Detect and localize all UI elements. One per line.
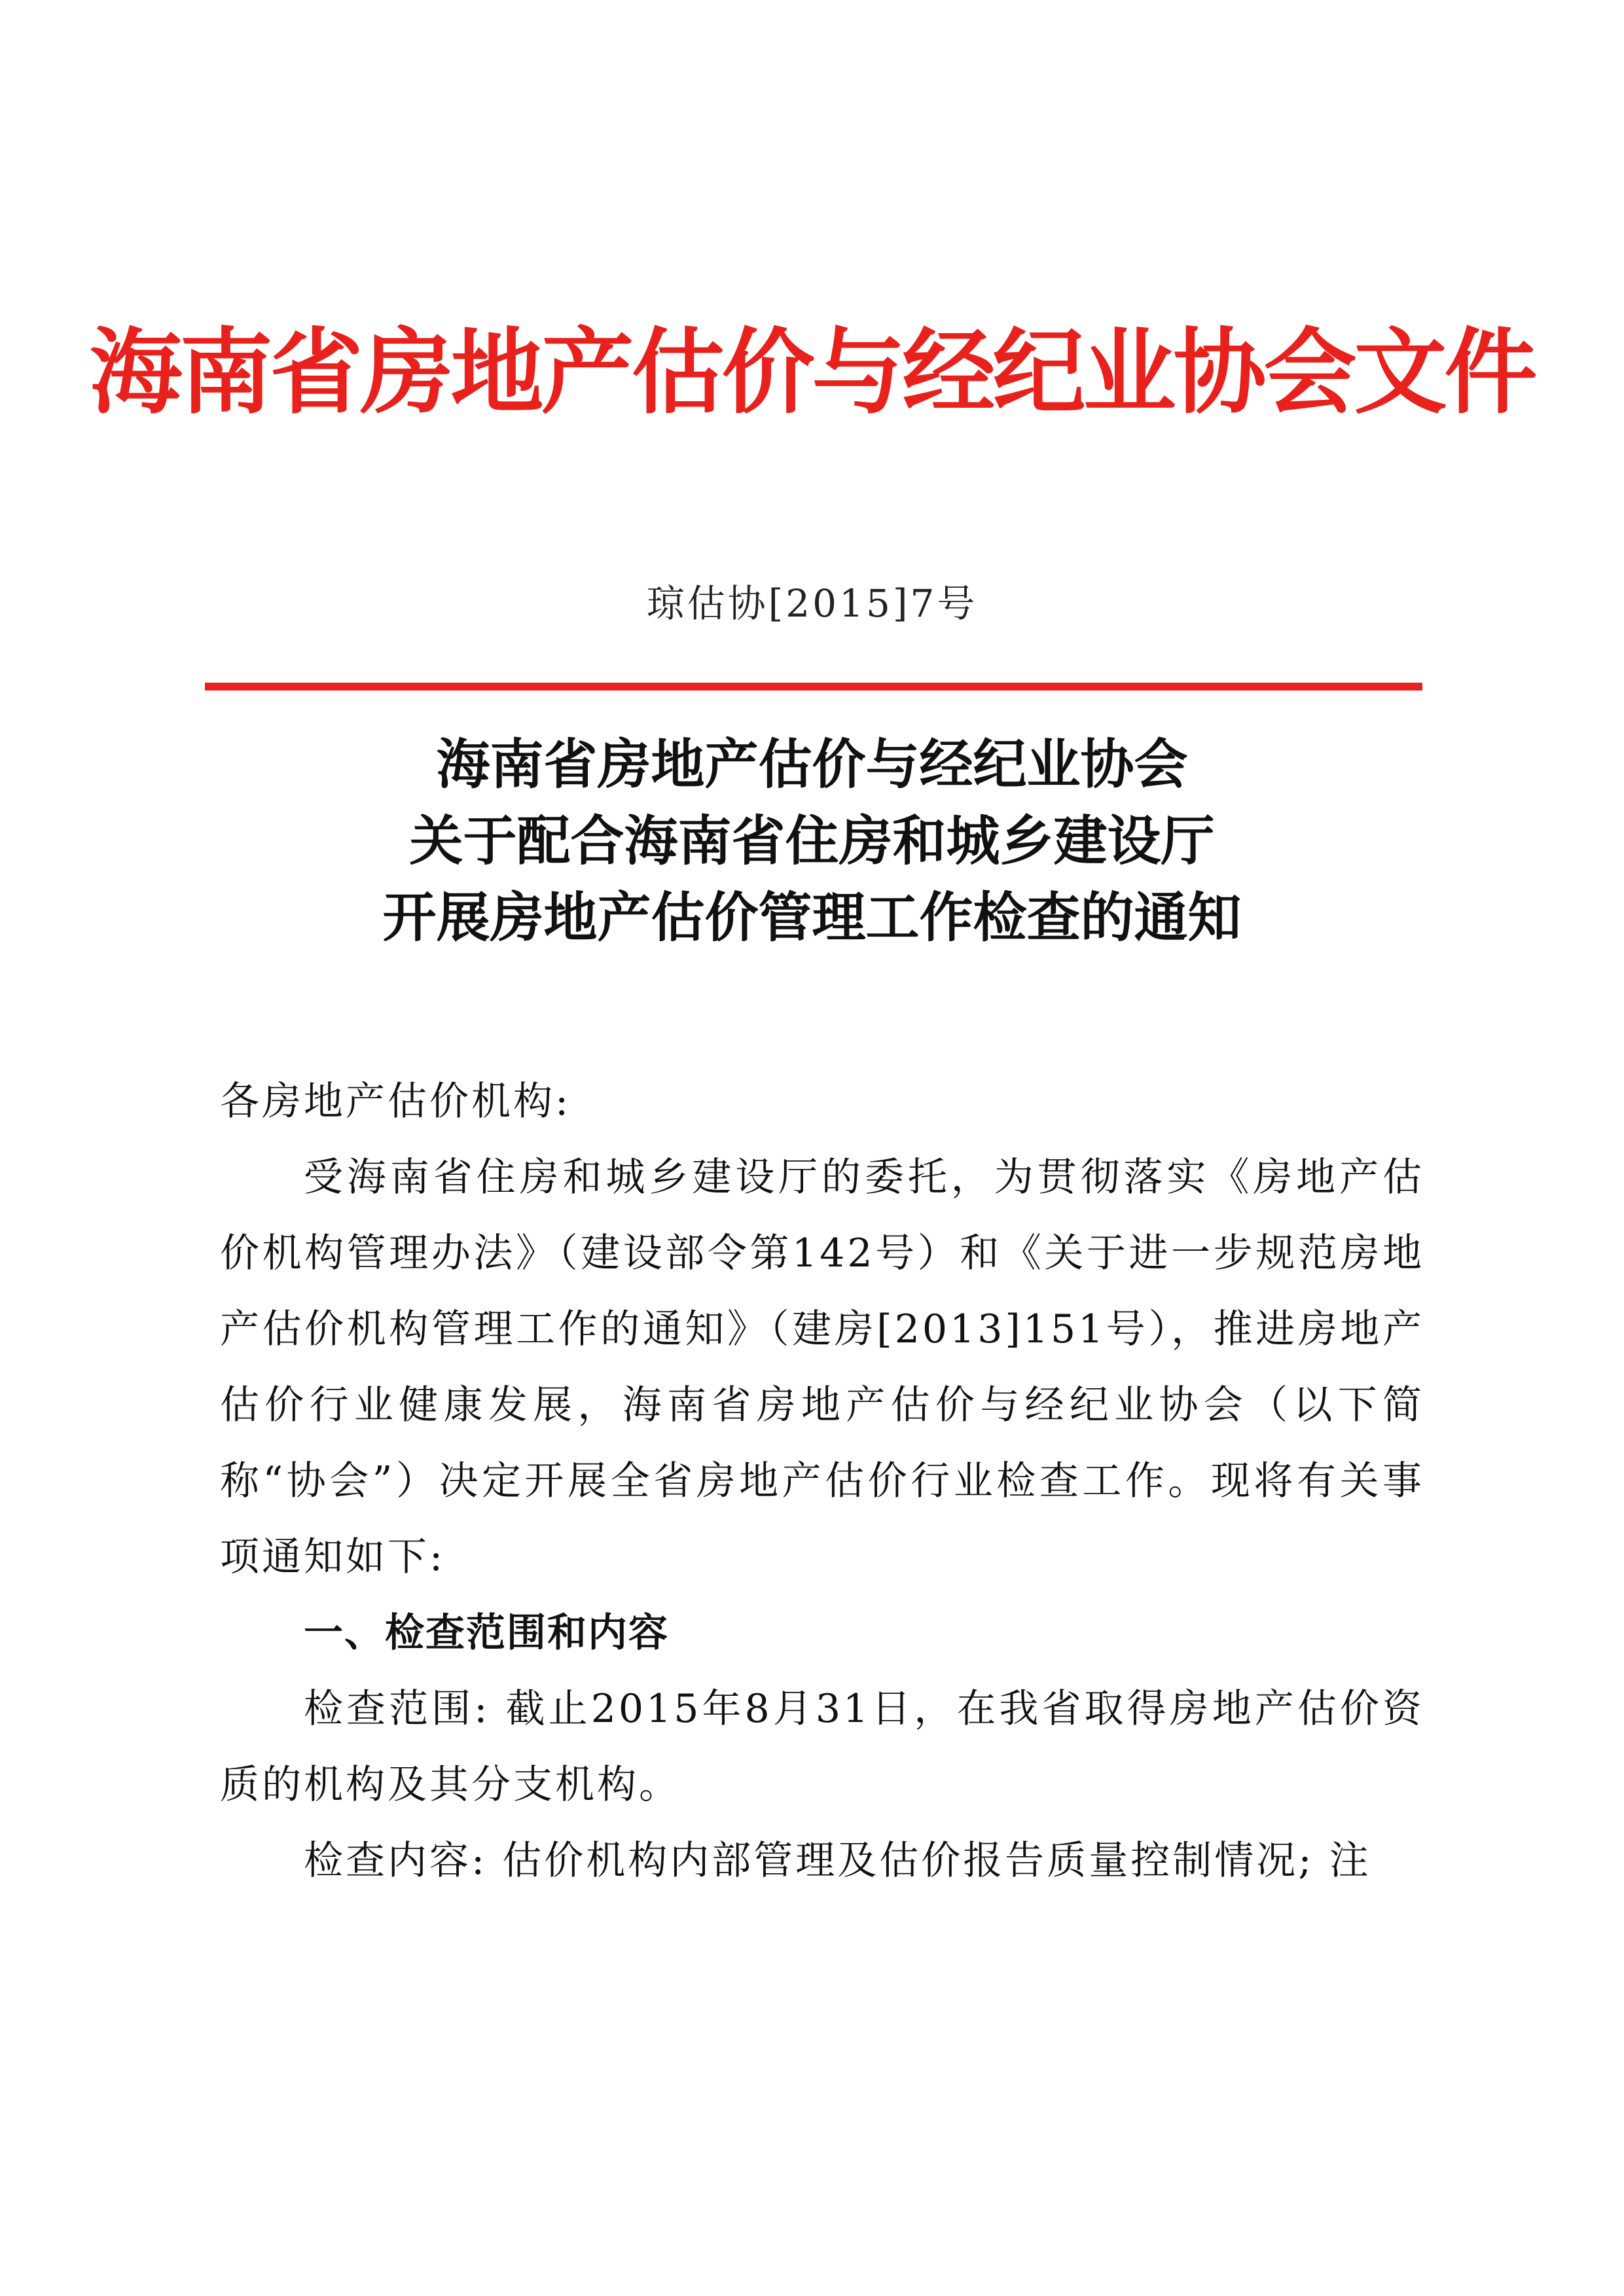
- document-header-title: 海南省房地产估价与经纪业协会文件: [89, 319, 1535, 427]
- scope-paragraph: 检查范围: 截止2015年8月31日，在我省取得房地产估价资质的机构及其分支机构。: [220, 1686, 1424, 1808]
- section-1-heading: 一、检查范围和内容: [304, 1610, 669, 1656]
- red-divider-line: [205, 683, 1422, 691]
- content-paragraph: 检查内容: 估价机构内部管理及估价报告质量控制情况; 注: [304, 1838, 1371, 1884]
- notice-title-line-3: 开展房地产估价管理工作检查的通知: [382, 886, 1242, 949]
- document-number: 琼估协[2015]7号: [646, 581, 978, 626]
- notice-title-line-1: 海南省房地产估价与经纪业协会: [436, 733, 1188, 796]
- notice-title: [0, 726, 1624, 956]
- document-body: [220, 1064, 1424, 1899]
- salutation: 各房地产估价机构:: [220, 1079, 571, 1124]
- notice-title-line-2: 关于配合海南省住房和城乡建设厅: [409, 810, 1215, 872]
- intro-paragraph: 受海南省住房和城乡建设厅的委托，为贯彻落实《房地产估价机构管理办法》（建设部令第142号）和《关于进一步规范房地产估价机构管理工作的通知》（建房[2013]151号），推进房地产估价行业健康发展，海南省房地产估价与经纪业协会（以下简称“协会”）决定开展全省房地产估价行业检查工作。现将有关事项通知如下:: [220, 1155, 1424, 1580]
